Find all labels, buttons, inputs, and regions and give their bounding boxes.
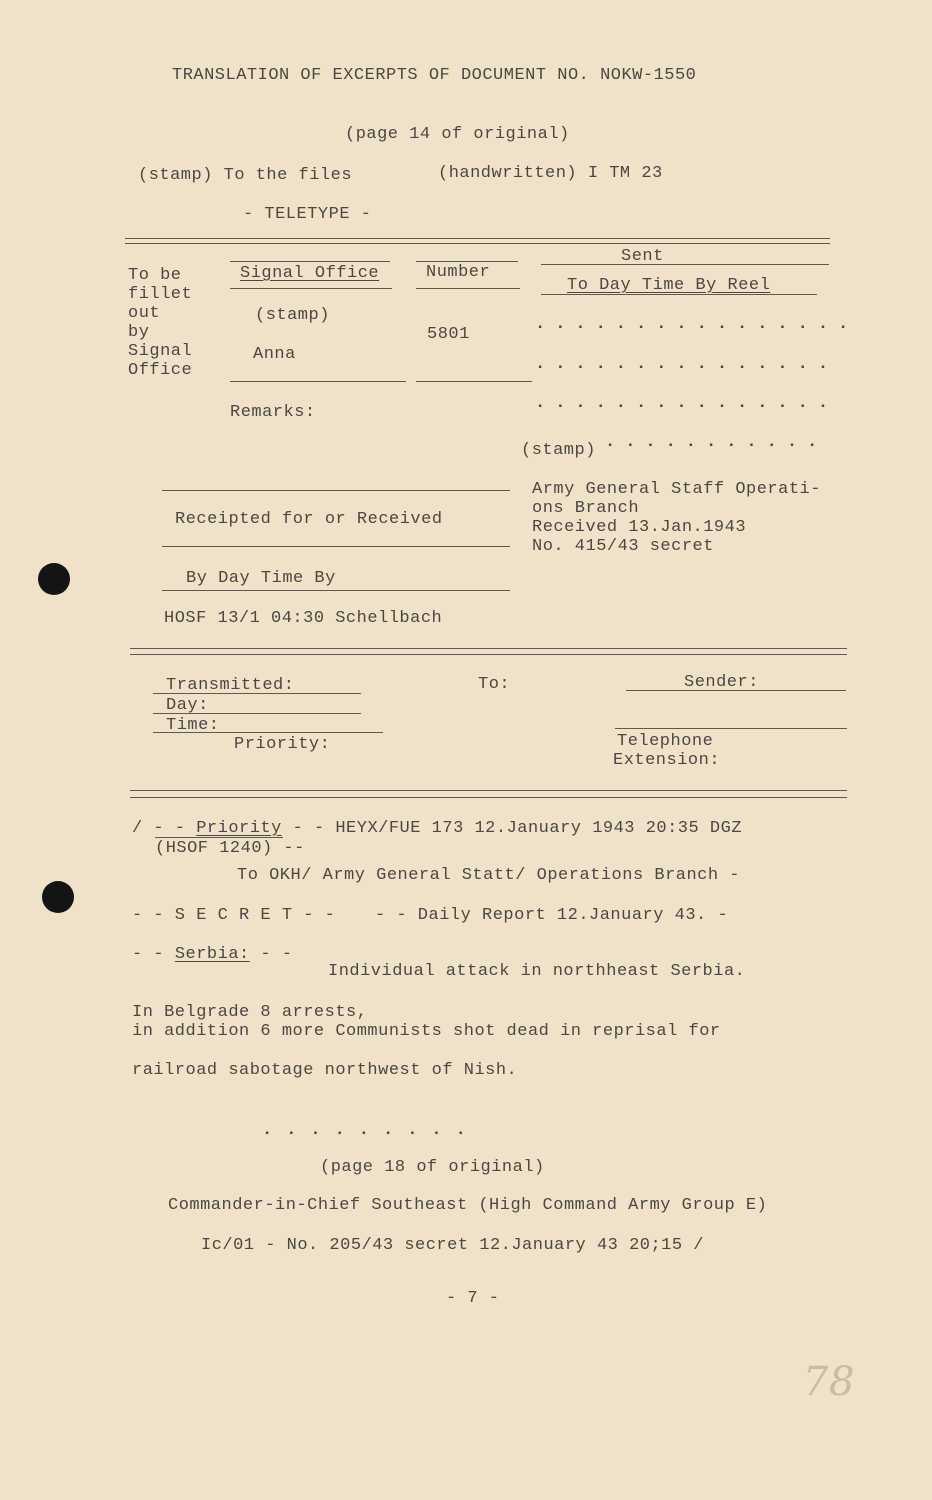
message-priority: Priority — [196, 819, 282, 838]
message-header-line — [132, 820, 742, 837]
receipt-columns-rule — [162, 590, 510, 591]
message-daily-report: - - Daily Report 12.January 43. - — [375, 906, 729, 925]
fill-note-line: Office — [128, 361, 193, 380]
omission-dots: ......... — [262, 1121, 480, 1140]
message-serbia-line — [132, 946, 293, 963]
section-separator — [130, 654, 847, 655]
hsof-underline — [155, 837, 283, 838]
fill-out-note — [128, 266, 192, 380]
section-separator — [130, 648, 847, 649]
fill-note-line: Signal — [128, 342, 193, 361]
number-label: Number — [426, 263, 491, 282]
time-label: Time: — [166, 716, 220, 735]
transmitted-label: Transmitted: — [166, 676, 295, 695]
number-top-rule — [416, 261, 518, 262]
stamp-line: Received 13.Jan.1943 — [532, 518, 747, 537]
serbia-prefix: - - — [132, 945, 175, 964]
receipted-top-rule — [162, 490, 510, 491]
received-stamp — [532, 480, 821, 556]
message-secret: - - S E C R E T - - — [132, 906, 336, 925]
message-header-rest: - - HEYX/FUE 173 12.January 1943 20:35 DGZ — [281, 819, 743, 838]
commander-line: Commander-in-Chief Southeast (High Command Army Group E) — [168, 1196, 768, 1215]
receipt-values: HOSF 13/1 04:30 Schellbach — [164, 609, 443, 628]
sender-label: Sender: — [684, 673, 759, 692]
stamp-line: No. 415/43 secret — [532, 537, 714, 556]
message-arrests: In Belgrade 8 arrests, — [132, 1003, 368, 1022]
number-bottom-rule — [416, 381, 532, 382]
stamp-line: ons Branch — [532, 499, 640, 518]
sent-rule — [541, 264, 829, 265]
form-top-rule-2 — [125, 243, 830, 244]
extension-label: Extension: — [613, 751, 721, 770]
number-value: 5801 — [427, 325, 470, 344]
fill-note-line: fillet — [128, 285, 193, 304]
binder-hole-top — [38, 563, 70, 595]
stamp-label: (stamp) — [521, 441, 596, 460]
serbia-heading: Serbia: — [174, 945, 250, 964]
handwritten-note: (handwritten) I TM 23 — [438, 164, 663, 183]
message-attack: Individual attack in northheast Serbia. — [328, 962, 746, 981]
receipted-bottom-rule — [162, 546, 510, 547]
message-hsof-line: (HSOF 1240) -- — [155, 839, 305, 858]
serbia-suffix: - - — [249, 945, 293, 964]
sender-rule-2 — [615, 728, 847, 729]
fill-note-line: To be — [128, 266, 182, 285]
sent-dots-row: ................ — [535, 315, 859, 334]
section-separator — [130, 790, 847, 791]
stamp-line: Army General Staff Operati- — [532, 480, 821, 499]
sent-dots-row: ............... — [535, 394, 839, 413]
message-prefix: / - - — [132, 819, 197, 838]
day-label: Day: — [166, 696, 209, 715]
message-reprisal: in addition 6 more Communists shot dead in reprisal for — [132, 1022, 721, 1041]
number-rule — [416, 288, 520, 289]
priority-label: Priority: — [234, 735, 331, 754]
page-number: - 7 - — [446, 1289, 500, 1308]
fill-note-line: out — [128, 304, 161, 323]
sent-dots-row: ........... — [605, 433, 828, 452]
signal-office-rule — [230, 288, 392, 289]
day-rule — [153, 713, 361, 714]
telephone-label: Telephone — [617, 732, 714, 751]
message-addressee: To OKH/ Army General Statt/ Operations Branch - — [237, 866, 740, 885]
signal-office-name: Anna — [253, 345, 296, 364]
sender-rule — [626, 690, 846, 691]
receipted-label: Receipted for or Received — [175, 510, 443, 529]
sent-label: Sent — [621, 247, 664, 266]
page-reference: (page 14 of original) — [345, 125, 570, 144]
signal-office-bottom-rule — [230, 381, 406, 382]
fill-note-line: by — [128, 323, 150, 342]
document-title: TRANSLATION OF EXCERPTS OF DOCUMENT NO. NOKW-1550 — [172, 66, 697, 85]
receipt-columns: By Day Time By — [186, 569, 336, 588]
message-sabotage: railroad sabotage northwest of Nish. — [132, 1061, 518, 1080]
section-separator — [130, 797, 847, 798]
form-top-rule — [125, 238, 830, 239]
signal-office-stamp: (stamp) — [255, 306, 330, 325]
stamp-files-note: (stamp) To the files — [138, 166, 353, 185]
binder-hole-bottom — [42, 881, 74, 913]
pencil-mark: 78 — [803, 1359, 855, 1405]
signal-office-label: Signal Office — [240, 264, 380, 283]
remarks-label: Remarks: — [230, 403, 316, 422]
teletype-heading: - TELETYPE - — [243, 205, 372, 224]
time-rule — [153, 732, 383, 733]
sent-columns: To Day Time By Reel — [567, 276, 771, 295]
page-reference-footer: (page 18 of original) — [320, 1158, 545, 1177]
sent-dots-row: ............... — [535, 355, 839, 374]
to-label: To: — [478, 675, 511, 694]
reference-line: Ic/01 - No. 205/43 secret 12.January 43 20;15 / — [201, 1236, 704, 1255]
signal-office-top-rule — [230, 261, 390, 262]
transmitted-rule — [153, 693, 361, 694]
sent-columns-rule — [541, 294, 817, 295]
